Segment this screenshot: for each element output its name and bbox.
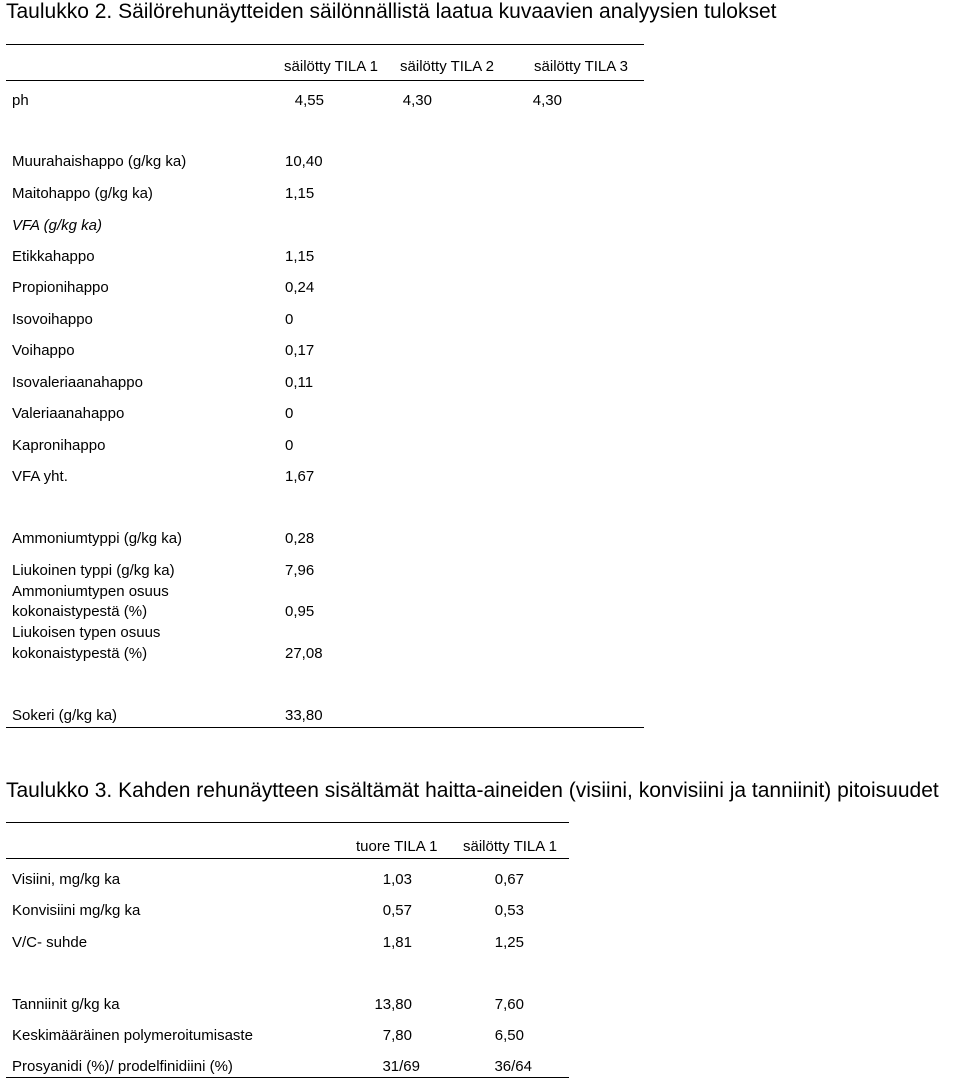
table2-row-label-line2: kokonaistypestä (%) <box>12 645 148 662</box>
table3-row-value-1: 0,57 <box>382 902 412 919</box>
table2-row-value: 0 <box>285 311 294 328</box>
table2-row-label: VFA yht. <box>12 468 68 485</box>
table3-col-header-2: säilötty TILA 1 <box>463 838 557 855</box>
table2-row-label: Etikkahappo <box>12 248 95 265</box>
table2-row-label: Sokeri (g/kg ka) <box>12 707 118 724</box>
table3-row-label: Tanniinit g/kg ka <box>12 996 120 1013</box>
table2-ph-value-2: 4,30 <box>402 92 432 109</box>
table2-row-value: 33,80 <box>285 707 323 724</box>
table2-row-label: Isovaleriaanahappo <box>12 374 143 391</box>
table2-row-label: Ammoniumtyppi (g/kg ka) <box>12 530 183 547</box>
table2-col-header-3: säilötty TILA 3 <box>534 58 628 75</box>
table3-row-label: Keskimääräinen polymeroitumisaste <box>12 1027 253 1044</box>
table2-col-header-2: säilötty TILA 2 <box>400 58 494 75</box>
table3-row-value-1: 1,03 <box>382 871 412 888</box>
table2-row-label: Kapronihappo <box>12 437 106 454</box>
table2-row-value: 0,24 <box>285 279 315 296</box>
table2-row-value: 0 <box>285 437 294 454</box>
table3-header-rule <box>6 858 569 859</box>
table2-row-label: Propionihappo <box>12 279 109 296</box>
table2-col-header-1: säilötty TILA 1 <box>284 58 378 75</box>
table2-row-value: 0,95 <box>285 603 315 620</box>
table2-ph-value-3: 4,30 <box>532 92 562 109</box>
table3-row-value-2: 0,67 <box>494 871 524 888</box>
table2-row-value: 1,15 <box>285 248 315 265</box>
table3-top-rule <box>6 822 569 823</box>
table3-bottom-rule <box>6 1077 569 1078</box>
table2-row-label: Valeriaanahappo <box>12 405 125 422</box>
table3-row-value-2: 0,53 <box>494 902 524 919</box>
table2-row-value: 0,28 <box>285 530 315 547</box>
table3-row-value-1: 31/69 <box>382 1058 420 1075</box>
table3-row-value-2: 36/64 <box>494 1058 532 1075</box>
table2-row-value: 1,15 <box>285 185 315 202</box>
table3-row-value-2: 7,60 <box>494 996 524 1013</box>
table2-top-rule <box>6 44 644 45</box>
table2-ph-value-1: 4,55 <box>294 92 324 109</box>
table2-bottom-rule <box>6 727 644 728</box>
table2-row-label: Isovoihappo <box>12 311 93 328</box>
table3-col-header-1: tuore TILA 1 <box>356 838 438 855</box>
table2-row-value: 1,67 <box>285 468 315 485</box>
table2-row-value: 0 <box>285 405 294 422</box>
table2-row-label-line2: kokonaistypestä (%) <box>12 603 148 620</box>
table3-row-value-1: 1,81 <box>382 934 412 951</box>
table2-row-value: 0,17 <box>285 342 315 359</box>
table2-ph-label: ph <box>12 92 29 109</box>
table2-row-label: Liukoinen typpi (g/kg ka) <box>12 562 175 579</box>
table2-row-value: 10,40 <box>285 153 323 170</box>
table3-row-label: Konvisiini mg/kg ka <box>12 902 141 919</box>
table2-row-label: Voihappo <box>12 342 75 359</box>
table2-row-label-line1: Liukoisen typen osuus <box>12 624 161 641</box>
table3-title: Taulukko 3. Kahden rehunäytteen sisältämät haitta-aineiden (visiini, konvisiini ja tanniinit) pitoisuudet <box>6 779 939 802</box>
table2-row-value: 0,11 <box>285 374 314 391</box>
table3-row-label: Visiini, mg/kg ka <box>12 871 121 888</box>
table2-section-label: VFA (g/kg ka) <box>12 217 103 234</box>
table2-title: Taulukko 2. Säilörehunäytteiden säilönnällistä laatua kuvaavien analyysien tulokset <box>6 0 777 23</box>
table2-header-rule <box>6 80 644 81</box>
table3-row-value-1: 7,80 <box>382 1027 412 1044</box>
table2-row-value: 27,08 <box>285 645 323 662</box>
table2-row-value: 7,96 <box>285 562 315 579</box>
table3-row-label: Prosyanidi (%)/ prodelfinidiini (%) <box>12 1058 233 1075</box>
table3-row-value-1: 13,80 <box>374 996 412 1013</box>
table2-row-label-line1: Ammoniumtypen osuus <box>12 583 169 600</box>
table3-row-value-2: 6,50 <box>494 1027 524 1044</box>
table3-row-label: V/C- suhde <box>12 934 88 951</box>
table2-row-label: Muurahaishappo (g/kg ka) <box>12 153 187 170</box>
table3-row-value-2: 1,25 <box>494 934 524 951</box>
table2-row-label: Maitohappo (g/kg ka) <box>12 185 153 202</box>
